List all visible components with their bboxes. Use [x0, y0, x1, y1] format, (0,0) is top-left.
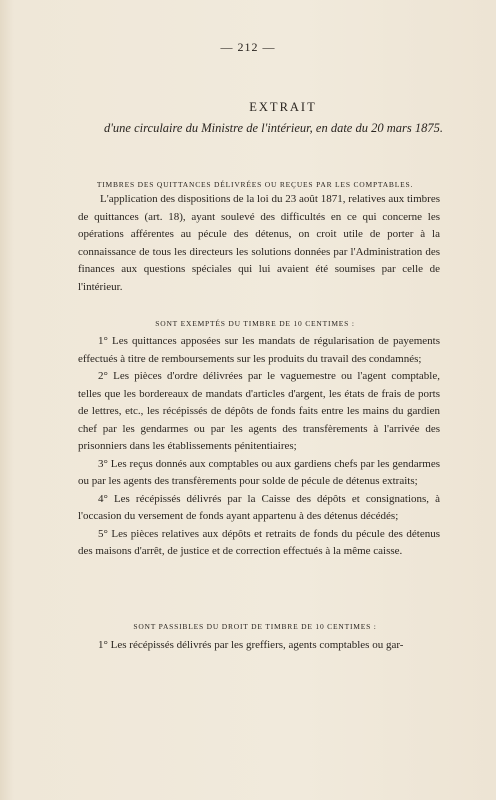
list-item-passible-1: 1° Les récépissés délivrés par les greffiers, agents comptables ou gar- [98, 639, 404, 651]
list-item-exempt-5: 5° Les pièces relatives aux dépôts et retraits de fonds du pécule des détenus des maisons d'arrêt, de justice et de correction effectués à la même caisse. [78, 527, 440, 557]
section-exemptes-list [78, 333, 440, 561]
list-item-exempt-3: 3° Les reçus donnés aux comptables ou aux gardiens chefs par les gendarmes ou par les agents des transfèrements pour solde de pécule de détenus extraits; [78, 457, 440, 487]
section-title-exemptes: SONT EXEMPTÉS DU TIMBRE DE 10 CENTIMES : [155, 319, 355, 328]
section-timbres-body [78, 191, 440, 296]
section-title-passibles: SONT PASSIBLES DU DROIT DE TIMBRE DE 10 CENTIMES : [133, 622, 377, 631]
page-number: — 212 — [220, 40, 276, 54]
document-heading: EXTRAIT [249, 100, 317, 114]
section-title-timbres: TIMBRES DES QUITTANCES DÉLIVRÉES OU REÇUES PAR LES COMPTABLES. [96, 180, 414, 189]
list-item-exempt-4: 4° Les récépissés délivrés par la Caisse des dépôts et consignations, à l'occasion du versement de fonds ayant appartenu à des détenus décédés; [78, 492, 440, 522]
list-item-exempt-1: 1° Les quittances apposées sur les mandats de régularisation de payements effectués à titre de remboursements sur les produits du travail des condamnés; [78, 335, 440, 365]
document-subheading: d'une circulaire du Ministre de l'intérieur, en date du 20 mars 1875. [104, 121, 443, 135]
section-passibles-list [78, 637, 440, 655]
paragraph-application: L'application des dispositions de la loi du 23 août 1871, relatives aux timbres de quittances (art. 18), ayant soulevé des difficultés en ce qui concerne les opérations afférentes au pécule des détenus, on croit utile de porter à la connaissance de tous les directeurs les solutions données par l'Administration des finances aux questions spéciales qui lui avaient été soumises par celle de l'intérieur. [78, 193, 440, 293]
list-item-exempt-2: 2° Les pièces d'ordre délivrées par le vaguemestre ou l'agent comptable, telles que les bordereaux de mandats d'articles d'argent, les états de frais de ports de lettres, etc., les récépissés de dépôts de fonds faits entre les mains du gardien chef par les gendarmes ou par les agents des transfèrements à l'arrivée des prisonniers dans les établissements pénitentiaires; [78, 370, 440, 452]
